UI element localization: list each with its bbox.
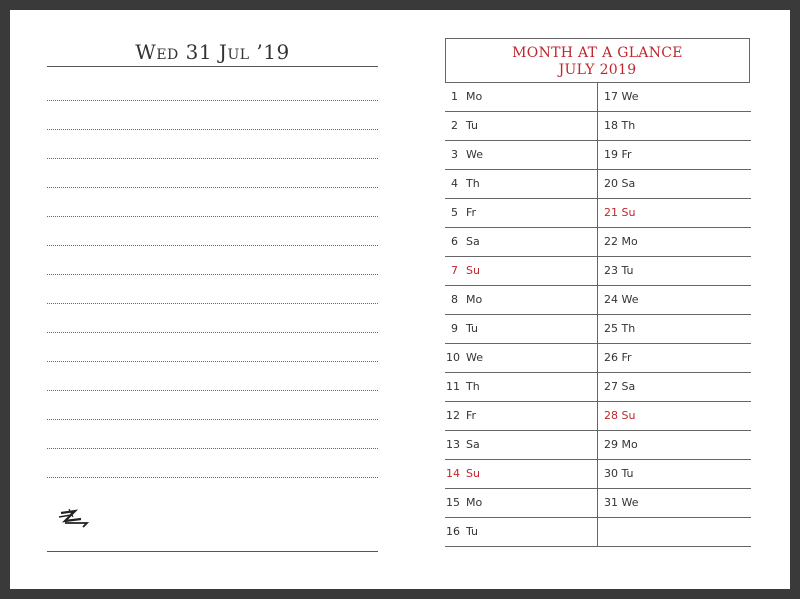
- table-row: [445, 315, 751, 344]
- day-number: 14: [446, 467, 460, 480]
- day-page: [47, 10, 378, 589]
- day-number: 5: [451, 206, 458, 219]
- day-cell-right: 17 We: [597, 83, 751, 111]
- writing-line: [47, 419, 378, 420]
- day-name: Tu: [466, 525, 479, 538]
- writing-line: [47, 361, 378, 362]
- day-cell-left: [445, 489, 597, 517]
- day-cell-left: [445, 431, 597, 459]
- day-name: We: [466, 351, 483, 364]
- day-cell-left: [445, 344, 597, 372]
- day-cell-right: 22 Mo: [597, 228, 751, 256]
- day-cell-right: 29 Mo: [597, 431, 751, 459]
- day-cell-right: 31 We: [597, 489, 751, 517]
- table-row: [445, 518, 751, 547]
- table-row: [445, 373, 751, 402]
- day-number: 11: [446, 380, 460, 393]
- month-heading: MONTH AT A GLANCE: [512, 45, 683, 61]
- writing-line: [47, 100, 378, 101]
- day-cell-left: [445, 170, 597, 198]
- page-title: Wed 31 Jul ’19: [135, 40, 290, 64]
- day-cell-right: 26 Fr: [597, 344, 751, 372]
- day-number: 2: [451, 119, 458, 132]
- day-cell-left: [445, 141, 597, 169]
- day-name: Mo: [466, 90, 483, 103]
- day-number: 3: [451, 148, 458, 161]
- day-number: 9: [451, 322, 458, 335]
- writing-line: [47, 187, 378, 188]
- day-cell-right: 24 We: [597, 286, 751, 314]
- day-cell-left: [445, 518, 597, 546]
- diary-spread: [10, 10, 790, 589]
- day-name: Tu: [466, 119, 479, 132]
- day-cell-left: [445, 402, 597, 430]
- writing-line: [47, 274, 378, 275]
- day-cell-left: [445, 112, 597, 140]
- writing-line: [47, 303, 378, 304]
- title-divider: [47, 66, 378, 67]
- day-number: 7: [451, 264, 458, 277]
- table-row: [445, 286, 751, 315]
- writing-line: [47, 245, 378, 246]
- day-name: Sa: [466, 438, 480, 451]
- day-name: Tu: [466, 322, 479, 335]
- writing-line: [47, 332, 378, 333]
- writing-line: [47, 216, 378, 217]
- table-row: [445, 228, 751, 257]
- day-cell-right: 27 Sa: [597, 373, 751, 401]
- day-cell-right: 28 Su: [597, 402, 751, 430]
- day-name: Sa: [466, 235, 480, 248]
- table-row: [445, 489, 751, 518]
- day-cell-left: [445, 199, 597, 227]
- day-name: Fr: [466, 409, 477, 422]
- day-cell-right: 23 Tu: [597, 257, 751, 285]
- day-cell-left: [445, 373, 597, 401]
- day-cell-left: [445, 83, 597, 111]
- day-name: Fr: [466, 206, 477, 219]
- day-name: Mo: [466, 496, 483, 509]
- day-number: 15: [446, 496, 460, 509]
- day-number: 1: [451, 90, 458, 103]
- day-name: Th: [466, 380, 480, 393]
- day-name: We: [466, 148, 483, 161]
- table-row: [445, 344, 751, 373]
- table-row: [445, 141, 751, 170]
- day-number: 6: [451, 235, 458, 248]
- bottom-divider: [47, 551, 378, 552]
- day-cell-left: [445, 315, 597, 343]
- writing-line: [47, 129, 378, 130]
- day-cell-left: [445, 228, 597, 256]
- day-number: 12: [446, 409, 460, 422]
- day-number: 8: [451, 293, 458, 306]
- table-row: [445, 460, 751, 489]
- month-heading-box: [445, 38, 750, 83]
- writing-line: [47, 448, 378, 449]
- writing-line: [47, 390, 378, 391]
- day-cell-right: 20 Sa: [597, 170, 751, 198]
- day-name: Mo: [466, 293, 483, 306]
- logo-icon: [57, 507, 91, 529]
- writing-line: [47, 158, 378, 159]
- writing-line: [47, 477, 378, 478]
- day-name: Su: [466, 264, 480, 277]
- day-number: 13: [446, 438, 460, 451]
- table-row: [445, 257, 751, 286]
- table-row: [445, 112, 751, 141]
- month-subheading: JULY 2019: [558, 62, 637, 78]
- day-number: 4: [451, 177, 458, 190]
- day-cell-right: 19 Fr: [597, 141, 751, 169]
- day-cell-right: 21 Su: [597, 199, 751, 227]
- table-row: [445, 170, 751, 199]
- day-cell-right: [597, 518, 751, 546]
- table-row: [445, 431, 751, 460]
- day-number: 10: [446, 351, 460, 364]
- day-cell-right: 18 Th: [597, 112, 751, 140]
- day-cell-left: [445, 460, 597, 488]
- day-number: 16: [446, 525, 460, 538]
- table-row: [445, 199, 751, 228]
- table-row: [445, 402, 751, 431]
- table-row: [445, 83, 751, 112]
- day-name: Su: [466, 467, 480, 480]
- day-cell-left: [445, 286, 597, 314]
- day-name: Th: [466, 177, 480, 190]
- day-cell-right: 25 Th: [597, 315, 751, 343]
- day-cell-right: 30 Tu: [597, 460, 751, 488]
- day-cell-left: [445, 257, 597, 285]
